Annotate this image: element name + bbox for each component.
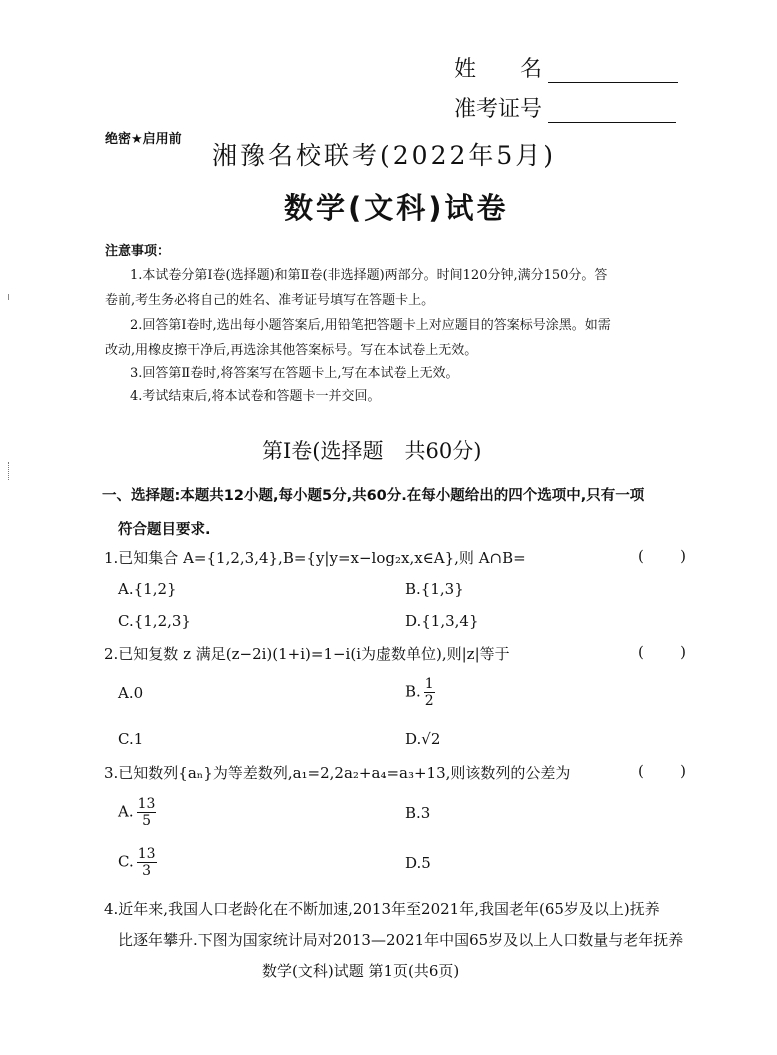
question-2-option-a[interactable]: A.0 xyxy=(118,684,144,702)
question-1-option-a[interactable]: A.{1,2} xyxy=(118,580,177,598)
question-4-line-1: 4.近年来,我国人口老龄化在不断加速,2013年至2021年,我国老年(65岁及以上)抚养 xyxy=(104,900,660,918)
question-1-option-b[interactable]: B.{1,3} xyxy=(405,580,464,598)
section-instruction-line-2: 符合题目要求. xyxy=(118,522,211,538)
question-2-answer-blank[interactable]: ( ) xyxy=(638,643,686,661)
note-item-3: 3.回答第Ⅱ卷时,将答案写在答题卡上,写在本试卷上无效。 xyxy=(130,366,459,381)
question-3-stem: 3.已知数列{aₙ}为等差数列,a₁=2,2a₂+a₄=a₃+13,则该数列的公差为 xyxy=(104,764,571,782)
confidential-mark: 绝密★启用前 xyxy=(105,132,182,147)
id-label: 准考证号 xyxy=(454,97,543,122)
scan-mark xyxy=(8,294,9,300)
note-item-4: 4.考试结束后,将本试卷和答题卡一并交回。 xyxy=(130,389,381,404)
section-title: 第Ⅰ卷(选择题 共60分) xyxy=(262,439,482,463)
note-item-1-line-1: 1.本试卷分第Ⅰ卷(选择题)和第Ⅱ卷(非选择题)两部分。时间120分钟,满分150分。答 xyxy=(130,268,608,283)
subject-title: 数学(文科)试卷 xyxy=(284,191,509,225)
notes-heading: 注意事项： xyxy=(105,244,171,259)
name-field[interactable] xyxy=(454,52,678,83)
note-item-2-line-1: 2.回答第Ⅰ卷时,选出每小题答案后,用铅笔把答题卡上对应题目的答案标号涂黑。如需 xyxy=(130,318,611,333)
id-underline xyxy=(548,102,676,123)
question-3-option-d[interactable]: D.5 xyxy=(405,854,431,872)
question-4-line-2: 比逐年攀升.下图为国家统计局对2013—2021年中国65岁及以上人口数量与老年抚养 xyxy=(118,931,684,949)
question-3-answer-blank[interactable]: ( ) xyxy=(638,762,686,780)
question-2-option-c[interactable]: C.1 xyxy=(118,730,144,748)
question-2-stem: 2.已知复数 z 满足(z−2i)(1+i)=1−i(i为虚数单位),则|z|等于 xyxy=(104,645,510,663)
question-3-option-a[interactable]: A. $\frac{13}{5}$ xyxy=(118,796,156,829)
question-1-answer-blank[interactable]: ( ) xyxy=(638,547,686,565)
scan-mark xyxy=(8,462,10,480)
question-2-option-d[interactable]: D.√2 xyxy=(405,730,441,748)
question-2-option-b[interactable]: B. $\frac{1}{2}$ xyxy=(405,676,434,709)
question-1-option-c[interactable]: C.{1,2,3} xyxy=(118,612,191,630)
section-instruction-line-1: 一、选择题:本题共12小题,每小题5分,共60分.在每小题给出的四个选项中,只有一项 xyxy=(102,488,645,504)
id-field[interactable] xyxy=(454,92,676,123)
question-1-stem: 1.已知集合 A={1,2,3,4},B={y|y=x−log₂x,x∈A},则 A∩B= xyxy=(104,549,526,567)
question-3-option-b[interactable]: B.3 xyxy=(405,804,431,822)
exam-title: 湘豫名校联考(2022年5月) xyxy=(212,141,557,170)
question-3-option-c[interactable]: C. $\frac{13}{3}$ xyxy=(118,846,156,879)
page-footer: 数学(文科)试题 第1页(共6页) xyxy=(262,962,460,980)
name-label: 姓 名 xyxy=(454,57,543,82)
question-1-option-d[interactable]: D.{1,3,4} xyxy=(405,612,479,630)
name-underline xyxy=(548,62,678,83)
fraction: $\frac{1}{2}$ xyxy=(424,676,434,709)
fraction: $\frac{13}{3}$ xyxy=(137,846,156,879)
note-item-2-line-2: 改动,用橡皮擦干净后,再选涂其他答案标号。写在本试卷上无效。 xyxy=(105,343,478,358)
fraction: $\frac{13}{5}$ xyxy=(137,796,156,829)
note-item-1-line-2: 卷前,考生务必将自己的姓名、准考证号填写在答题卡上。 xyxy=(105,293,435,308)
